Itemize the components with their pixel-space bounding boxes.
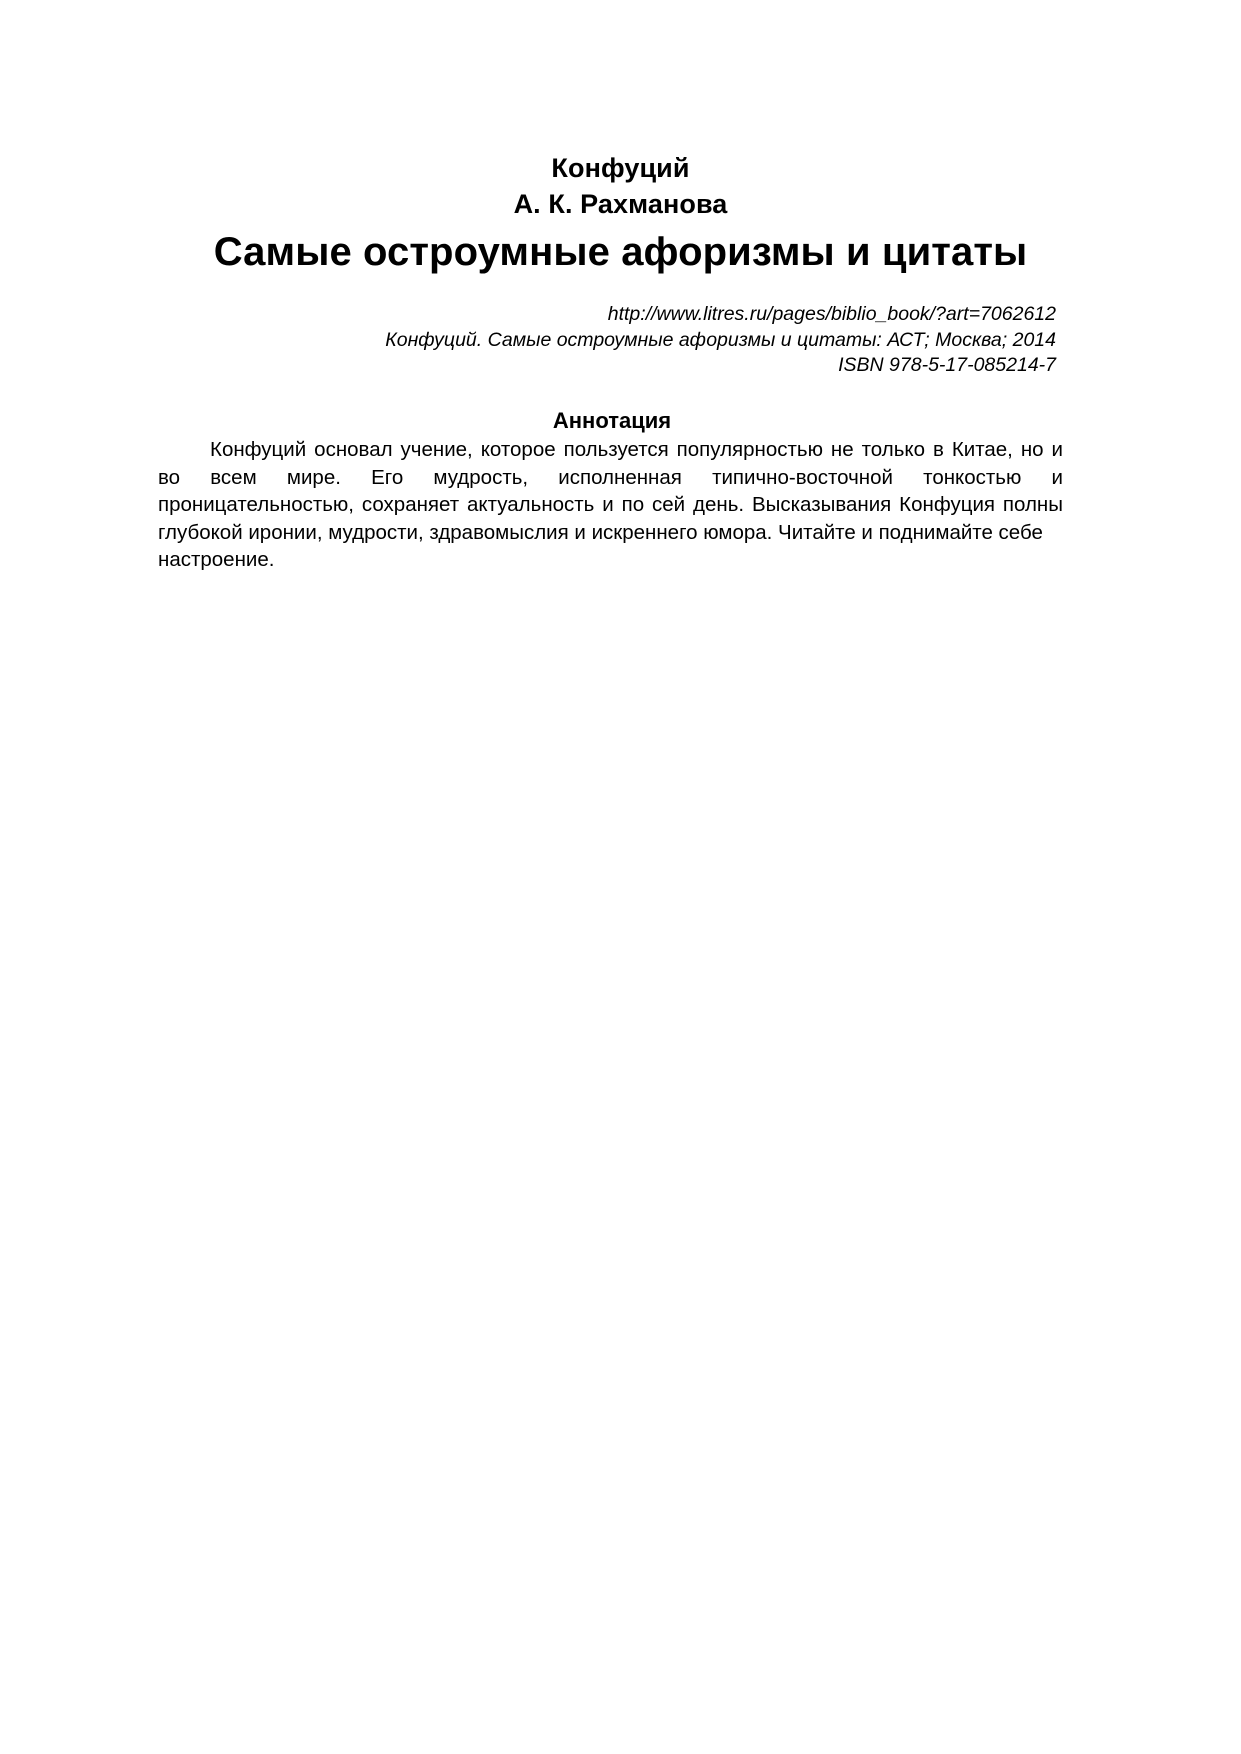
- imprint-block: [168, 302, 1056, 379]
- page-title: Самые остроумные афоризмы и цитаты: [213, 230, 1028, 274]
- author-secondary: А. К. Рахманова: [513, 189, 728, 219]
- annotation-heading: Аннотация: [552, 408, 672, 433]
- source-url: http://www.litres.ru/pages/biblio_book/?art=7062612: [607, 303, 1056, 325]
- publication-line: Конфуций. Самые остроумные афоризмы и цитаты: АСТ; Москва; 2014: [385, 328, 1056, 351]
- isbn-line: ISBN 978-5-17-085214-7: [838, 354, 1056, 376]
- author-primary: Конфуций: [551, 153, 690, 183]
- title-block: [168, 150, 1073, 278]
- annotation-body: Конфуций основал учение, которое пользуется популярностью не только в Китае, но и во всем мире. Его мудрость, исполненная типично-восточной тонкостью и проницательностью, сохраняет актуальность и по сей день. Высказывания Конфуция полны глубокой иронии, мудрости, здравомыслия и искреннего юмора. Читайте и поднимайте себе настроение.: [158, 436, 1063, 574]
- annotation-body-last-line: настроение.: [158, 548, 275, 571]
